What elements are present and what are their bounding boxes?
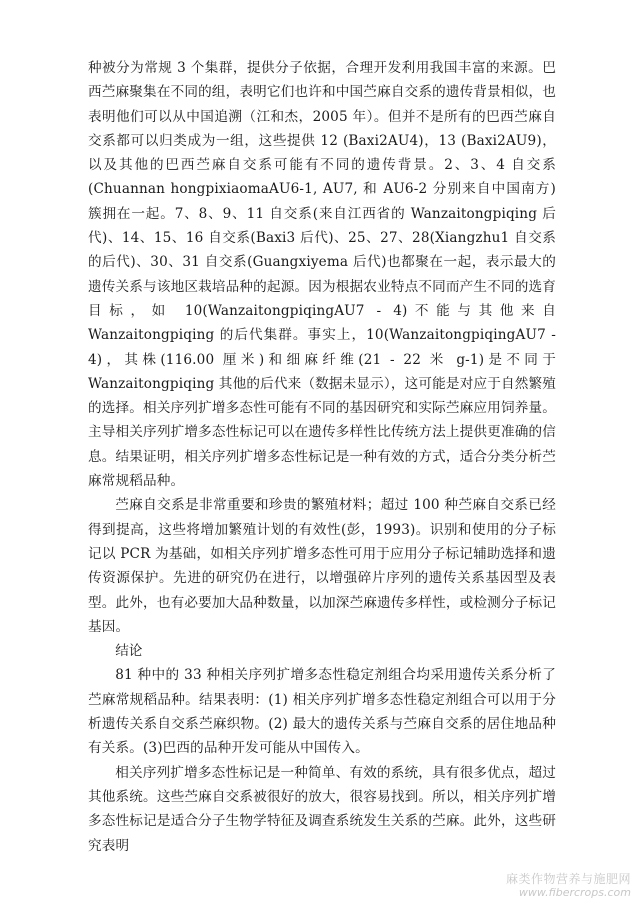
watermark-site-name: 麻类作物营养与施肥网 [505,872,631,886]
section-heading-conclusion: 结论 [115,643,143,660]
body-paragraph-1: 种被分为常规 3 个集群，提供分子依据，合理开发利用我国丰富的来源。巴西苎麻聚集在不同的组，表明它们也许和中国苎麻自交系的遗传背景相似，也表明他们可以从中国追溯（江和杰，2005 年）。但并不是所有的巴西苎麻自交系都可以归类成为一组，这些提供 12 (Baxi2AU4)，13 (Baxi2AU9)，以及其他的巴西苎麻自交系可能有不同的遗传背景。2、3、4 自交系(Chuannan hongpixiaomaAU6-1, AU7, 和 AU6-2 分别来自中国南方) 簇拥在一起。7、8、9、11 自交系(来自江西省的 Wanzaitongpiqing 后代)、14、15、16 自交系(Baxi3 后代)、25、27、28(Xiangzhu1 自交系的后代)、30、31 自交系(Guangxiyema 后代)也都聚在一起，表示最大的遗传关系与该地区栽培品种的起源。因为根据农业特点不同而产生不同的选育目标，如 10(WanzaitongpiqingAU7 - 4)不能与其他来自 Wanzaitongpiqing 的后代集群。事实上，10(WanzaitongpiqingAU7 - 4)，其株(116.00 厘米)和细麻纤维(21 - 22 米 g-1)是不同于 Wanzaitongpiqing 其他的后代来（数据未显示），这可能是对应于自然繁殖的选择。相关序列扩增多态性可能有不同的基因研究和实际苎麻应用饲养量。主导相关序列扩增多态性标记可以在遗传多样性比传统方法上提供更准确的信息。结果证明，相关序列扩增多态性标记是一种有效的方式，适合分类分析苎麻常规稻品种。 [88,60,556,490]
body-paragraph-4: 相关序列扩增多态性标记是一种简单、有效的系统，具有很多优点，超过其他系统。这些苎麻自交系被很好的放大，很容易找到。所以，相关序列扩增多态性标记是适合分子生物学特征及调查系统发生关系的苎麻。此外，这些研究表明 [88,764,556,854]
document-page [88,56,556,858]
body-paragraph-3: 81 种中的 33 种相关序列扩增多态性稳定剂组合均采用遗传关系分析了苎麻常规稻品种。结果表明：(1) 相关序列扩增多态性稳定剂组合可以用于分析遗传关系自交系苎麻织物。(2) 最大的遗传关系与苎麻自交系的居住地品种有关系。(3)巴西的品种开发可能从中国传入。 [88,667,556,757]
watermark-url: www.fibercrops.com [518,886,631,899]
body-paragraph-2: 苎麻自交系是非常重要和珍贵的繁殖材料；超过 100 种苎麻自交系已经得到提高，这些将增加繁殖计划的有效性(彭，1993)。识别和使用的分子标记以 PCR 为基础，如相关序列扩增多态性可用于应用分子标记辅助选择和遗传资源保护。先进的研究仍在进行，以增强碎片序列的遗传关系基因型及表型。此外，也有必要加大品种数量，以加深苎麻遗传多样性，或检测分子标记基因。 [88,497,556,635]
site-watermark [481,873,631,899]
